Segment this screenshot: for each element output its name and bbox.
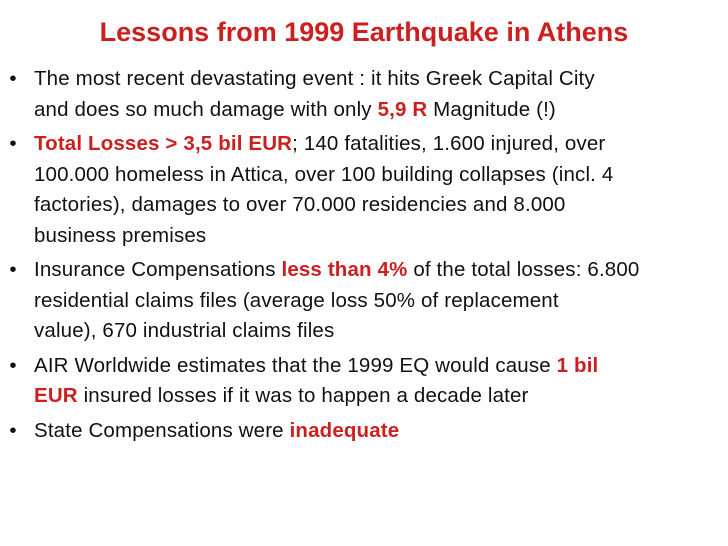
bullet-line [34,255,724,286]
bullet-icon: • [9,67,17,90]
bullet-line [34,351,724,382]
bullet-text: AIR Worldwide estimates that the 1999 EQ would cause [34,353,557,377]
bullet-text: of the total losses: 6.800 [407,258,640,281]
bullet-line: business premises [34,223,207,247]
bullet-line: value), 670 industrial claims files [34,319,335,342]
bullet-line [34,129,724,160]
bullet-text: The most recent devastating event : it hits Greek Capital City [34,67,595,90]
bullet-text: insured losses if it was to happen a decade later [77,384,529,407]
highlight-text: 5,9 R [377,97,428,121]
bullet-line: residential claims files (average loss 50% of replacement [34,288,559,312]
bullet-item-air-worldwide [0,351,724,412]
bullet-line: factories), damages to over 70.000 residencies and 8.000 [34,193,566,216]
bullet-icon: • [9,132,17,155]
bullet-item-insurance [0,255,724,347]
bullet-line [34,381,724,412]
bullet-icon: • [9,258,17,281]
highlight-text: EUR [34,384,78,407]
bullet-text: and does so much damage with only [34,97,378,121]
bullet-icon: • [9,353,17,377]
bullet-text: State Compensations were [34,418,290,442]
bullet-text: Insurance Compensations [34,258,282,281]
highlight-text: Total Losses > 3,5 bil EUR [34,132,293,155]
bullet-line: 100.000 homeless in Attica, over 100 building collapses (incl. 4 [34,162,614,186]
bullet-line [34,95,724,126]
bullet-item-state-compensations [0,416,724,447]
bullet-line [34,416,724,447]
bullet-list [0,64,724,450]
bullet-icon: • [9,418,17,442]
highlight-text: 1 bil [556,353,599,377]
highlight-text: inadequate [289,418,400,442]
bullet-line [34,64,724,95]
slide-title: Lessons from 1999 Earthquake in Athens [99,17,629,47]
bullet-text: ; 140 fatalities, 1.600 injured, over [292,132,606,155]
highlight-text: less than 4% [281,258,408,281]
bullet-item-total-losses [0,129,724,251]
bullet-item-recent-event [0,64,724,125]
bullet-text: Magnitude (!) [427,97,556,121]
